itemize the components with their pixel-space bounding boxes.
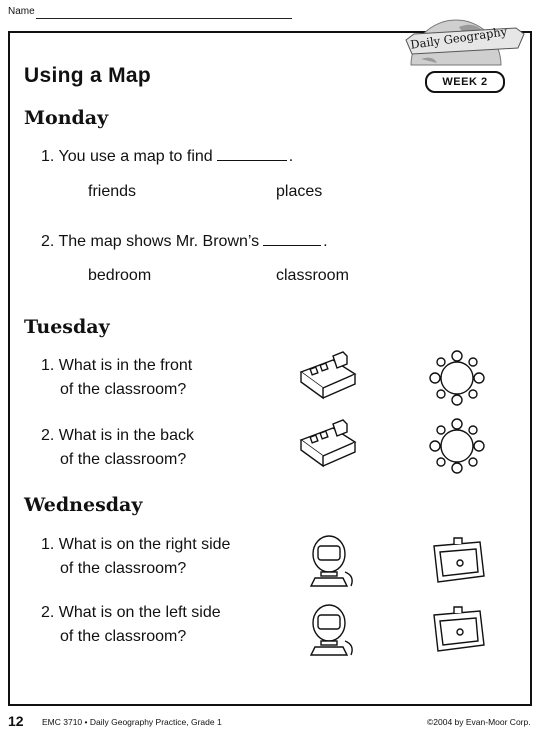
week-badge: WEEK 2 bbox=[425, 71, 505, 93]
page-title: Using a Map bbox=[24, 64, 151, 87]
question-line-2: of the classroom? bbox=[60, 628, 187, 645]
question-line-1: What is on the left side bbox=[58, 604, 221, 621]
question-end: . bbox=[323, 233, 328, 250]
wednesday-question-2 bbox=[41, 601, 221, 649]
tuesday-heading: Tuesday bbox=[24, 316, 110, 338]
choice-friends[interactable]: friends bbox=[88, 183, 137, 200]
question-number: 2. bbox=[41, 233, 55, 250]
footer-copyright: ©2004 by Evan-Moor Corp. bbox=[427, 717, 531, 727]
question-text: The map shows Mr. Brown’s bbox=[58, 233, 260, 250]
sink-icon[interactable] bbox=[428, 532, 488, 592]
question-line-1: What is on the right side bbox=[58, 536, 231, 553]
teacher-desk-icon[interactable] bbox=[297, 416, 357, 476]
question-number: 1. bbox=[41, 357, 55, 374]
question-number: 1. bbox=[41, 148, 55, 165]
name-label: Name bbox=[8, 6, 35, 17]
wednesday-question-1 bbox=[41, 533, 230, 581]
question-number: 2. bbox=[41, 427, 55, 444]
answer-blank[interactable] bbox=[263, 244, 321, 246]
tuesday-question-1 bbox=[41, 354, 192, 402]
question-line-2: of the classroom? bbox=[60, 560, 187, 577]
choice-classroom[interactable]: classroom bbox=[276, 267, 349, 284]
page-number: 12 bbox=[8, 713, 24, 729]
question-line-1: What is in the back bbox=[58, 427, 194, 444]
question-line-1: What is in the front bbox=[58, 357, 193, 374]
question-text: You use a map to find bbox=[58, 148, 213, 165]
choice-bedroom[interactable]: bedroom bbox=[88, 267, 152, 284]
answer-blank[interactable] bbox=[217, 159, 287, 161]
wednesday-heading: Wednesday bbox=[24, 494, 143, 516]
name-line bbox=[36, 18, 292, 19]
monday-heading: Monday bbox=[24, 107, 109, 129]
round-table-icon[interactable] bbox=[427, 348, 487, 408]
round-table-icon[interactable] bbox=[427, 416, 487, 476]
sink-icon[interactable] bbox=[428, 601, 488, 661]
question-line-2: of the classroom? bbox=[60, 451, 187, 468]
computer-icon[interactable] bbox=[303, 601, 363, 661]
choice-places[interactable]: places bbox=[276, 183, 323, 200]
tuesday-question-2 bbox=[41, 424, 194, 472]
question-number: 2. bbox=[41, 604, 55, 621]
question-end: . bbox=[288, 148, 294, 165]
monday-question-1 bbox=[41, 145, 293, 169]
footer-left-text: EMC 3710 • Daily Geography Practice, Grade 1 bbox=[42, 717, 222, 727]
teacher-desk-icon[interactable] bbox=[297, 348, 357, 408]
question-number: 1. bbox=[41, 536, 55, 553]
banner-text: Daily Geography bbox=[409, 24, 508, 52]
computer-icon[interactable] bbox=[303, 532, 363, 592]
monday-question-2 bbox=[41, 230, 328, 254]
question-line-2: of the classroom? bbox=[60, 381, 187, 398]
